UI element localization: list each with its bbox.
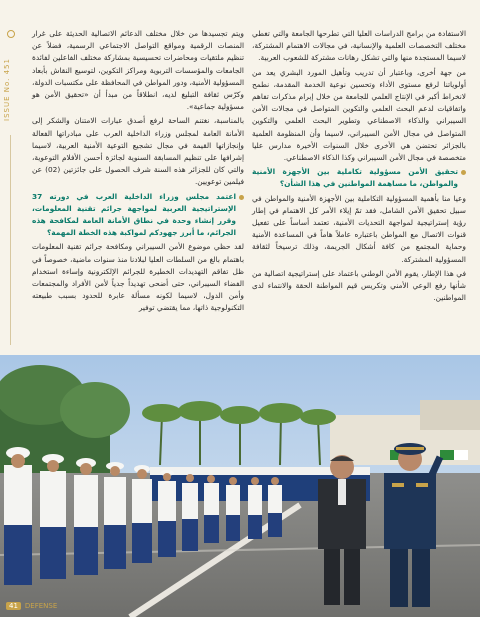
question-text: تحقيق الأمن مسؤولية تكاملية بين الأجهزة الأمنية والمواطن، ما مساهمة المواطنين في هذا الشأن؟	[252, 167, 458, 189]
paragraph: الاستفادة من برامج الدراسات العليا التي تطرحها الجامعة والتي تغطي مختلف التخصصات العلمية والإنسانية، في مجالات الاهتمام المشتركة، لاسيما المستجدة منها والتي تشكل رهانات مشتركة للشعوب العربية.	[252, 29, 466, 63]
question-text: اعتمد مجلس وزراء الداخلية العرب في دورته 37 الإستراتيجية العربية لمواجهة جرائم تقنية المعلومات، وقرر إنشاء وحدة في نطاق الأمانة العامة لمكافحة هذه الجرائم، ما أبرز جهودكم لمواكبة هذه الخطة المهمة؟	[32, 191, 236, 238]
text-column-left	[32, 28, 244, 317]
paragraph: وعيا منا بأهمية المسؤولية التكاملية بين الأجهزة الأمنية والمواطن في سبيل تحقيق الأمن الشامل، فقد تمّ إيلاء الأمر كل الاهتمام في إطار رؤية إستراتيجية لمواجهة التحديات الأمنية، تعتمد أساساً على تفعيل قنوات الاتصال مع المواطن باعتباره عاملاً هاماً في المساعدة الأمنية وحماية المجتمع من كافة أشكال الجريمة، وذلك ترسيخاً لثقافة المسؤولية المشتركة.	[252, 193, 466, 264]
margin-rule	[10, 135, 11, 345]
page-number: 41	[6, 602, 21, 610]
paragraph: في هذا الإطار، يقوم الأمن الوطني باعتماد على إستراتيجية اتصالية من شأنها رفع الوعي الأمني وتكريس قيم المواطنة الحقة والانتماء لدى المواطنين.	[252, 268, 466, 303]
issue-number: ISSUE No. 451	[3, 58, 11, 122]
paragraph: من جهة أخرى، وباعتبار أن تدريب وتأهيل المورد البشري يعد من أولوياتنا لرفع مستوى الأداء وتحسين نوعية الخدمة المقدمة، نطمح لانخراط أكبر في الإنتاج العلمي للجامعة من خلال إبرام مذكرات تفاهم واتفاقيات لدعم البحث العلمي والتكوين المتواصل في مجالات الأمن السيبراني والذكاء الاصطناعي وتطوير البحث العلمي والتكوين المتواصل في مجال الأمن السيبراني، لاسيما وأن المنظومة العلمية بالجزائر تحتضن هي الأخرى خلال السنوات الأخيرة مدارس عليا متخصصة في مجال الأمن السيبراني وكذا الذكاء الاصطناعي.	[252, 67, 466, 163]
magazine-name: DEFENSE	[24, 602, 58, 610]
bullet-icon	[239, 195, 244, 200]
text-column-right	[252, 28, 466, 306]
interview-question	[252, 166, 466, 190]
page-folio	[6, 600, 57, 612]
paragraph: بالمناسبة، نغتنم الساحة لرفع أصدق عبارات الامتنان والشكر إلى الأمانة العامة لمجلس وزراء الداخلية العرب على مبادراتها الفعالة وإنجازاتها القيمة في مجال تشجيع التوعية الأمنية العربية، لاسيما إشرافها على تنظيم المسابقة السنوية لجائزة أحسن الأفلام التوعوية، والتي كان للجزائر هذه السنة شرف الحصول على جائزتين (02) عن فيلمين توعويين.	[32, 116, 244, 187]
interview-question	[32, 191, 244, 240]
ornament-icon	[7, 30, 15, 38]
paragraph: لقد حظي موضوع الأمن السيبراني ومكافحة جرائم تقنية المعلومات باهتمام بالغ من السلطات العليا لبلادنا منذ سنوات ماضية، خصوصاً في ظل تفاقم التهديدات الخطيرة للجرائم الإلكترونية وإساءة استخدام الفضاء السيبراني، حتى أضحى تهديداً جدياً لأمن الأفراد والمجتمعات وأمن الدول، لاسيما لكونه مسألة عابرة للحدود بسبب طبيعته التكنولوجية ذاتها، مما يقتضي توفير	[32, 242, 244, 313]
page-margin	[0, 0, 22, 355]
paragraph: ويتم تجسيدها من خلال مختلف الدعائم الاتصالية الحديثة على غرار المنصات الرقمية ومواقع التواصل الاجتماعي الرسمية، فضلاً عن تنظيم ملتقيات ومحاضرات تحسيسية بمشاركة مختلف الفاعلين لفائدة الجامعات والمؤسسات التربوية ومراكز التكوين، لتوسيع النقاش بأبعاد المسؤولية الأمنية، ودور المواطن في المحافظة على مكتسبات الدولة، وكرّس ثقافة التبليغ لديه، انطلاقاً من مبدأ أن «تحقيق الأمن هو مسؤولية جماعية».	[32, 29, 244, 112]
bullet-icon	[461, 170, 466, 175]
parade-inspection-photo	[0, 355, 480, 617]
